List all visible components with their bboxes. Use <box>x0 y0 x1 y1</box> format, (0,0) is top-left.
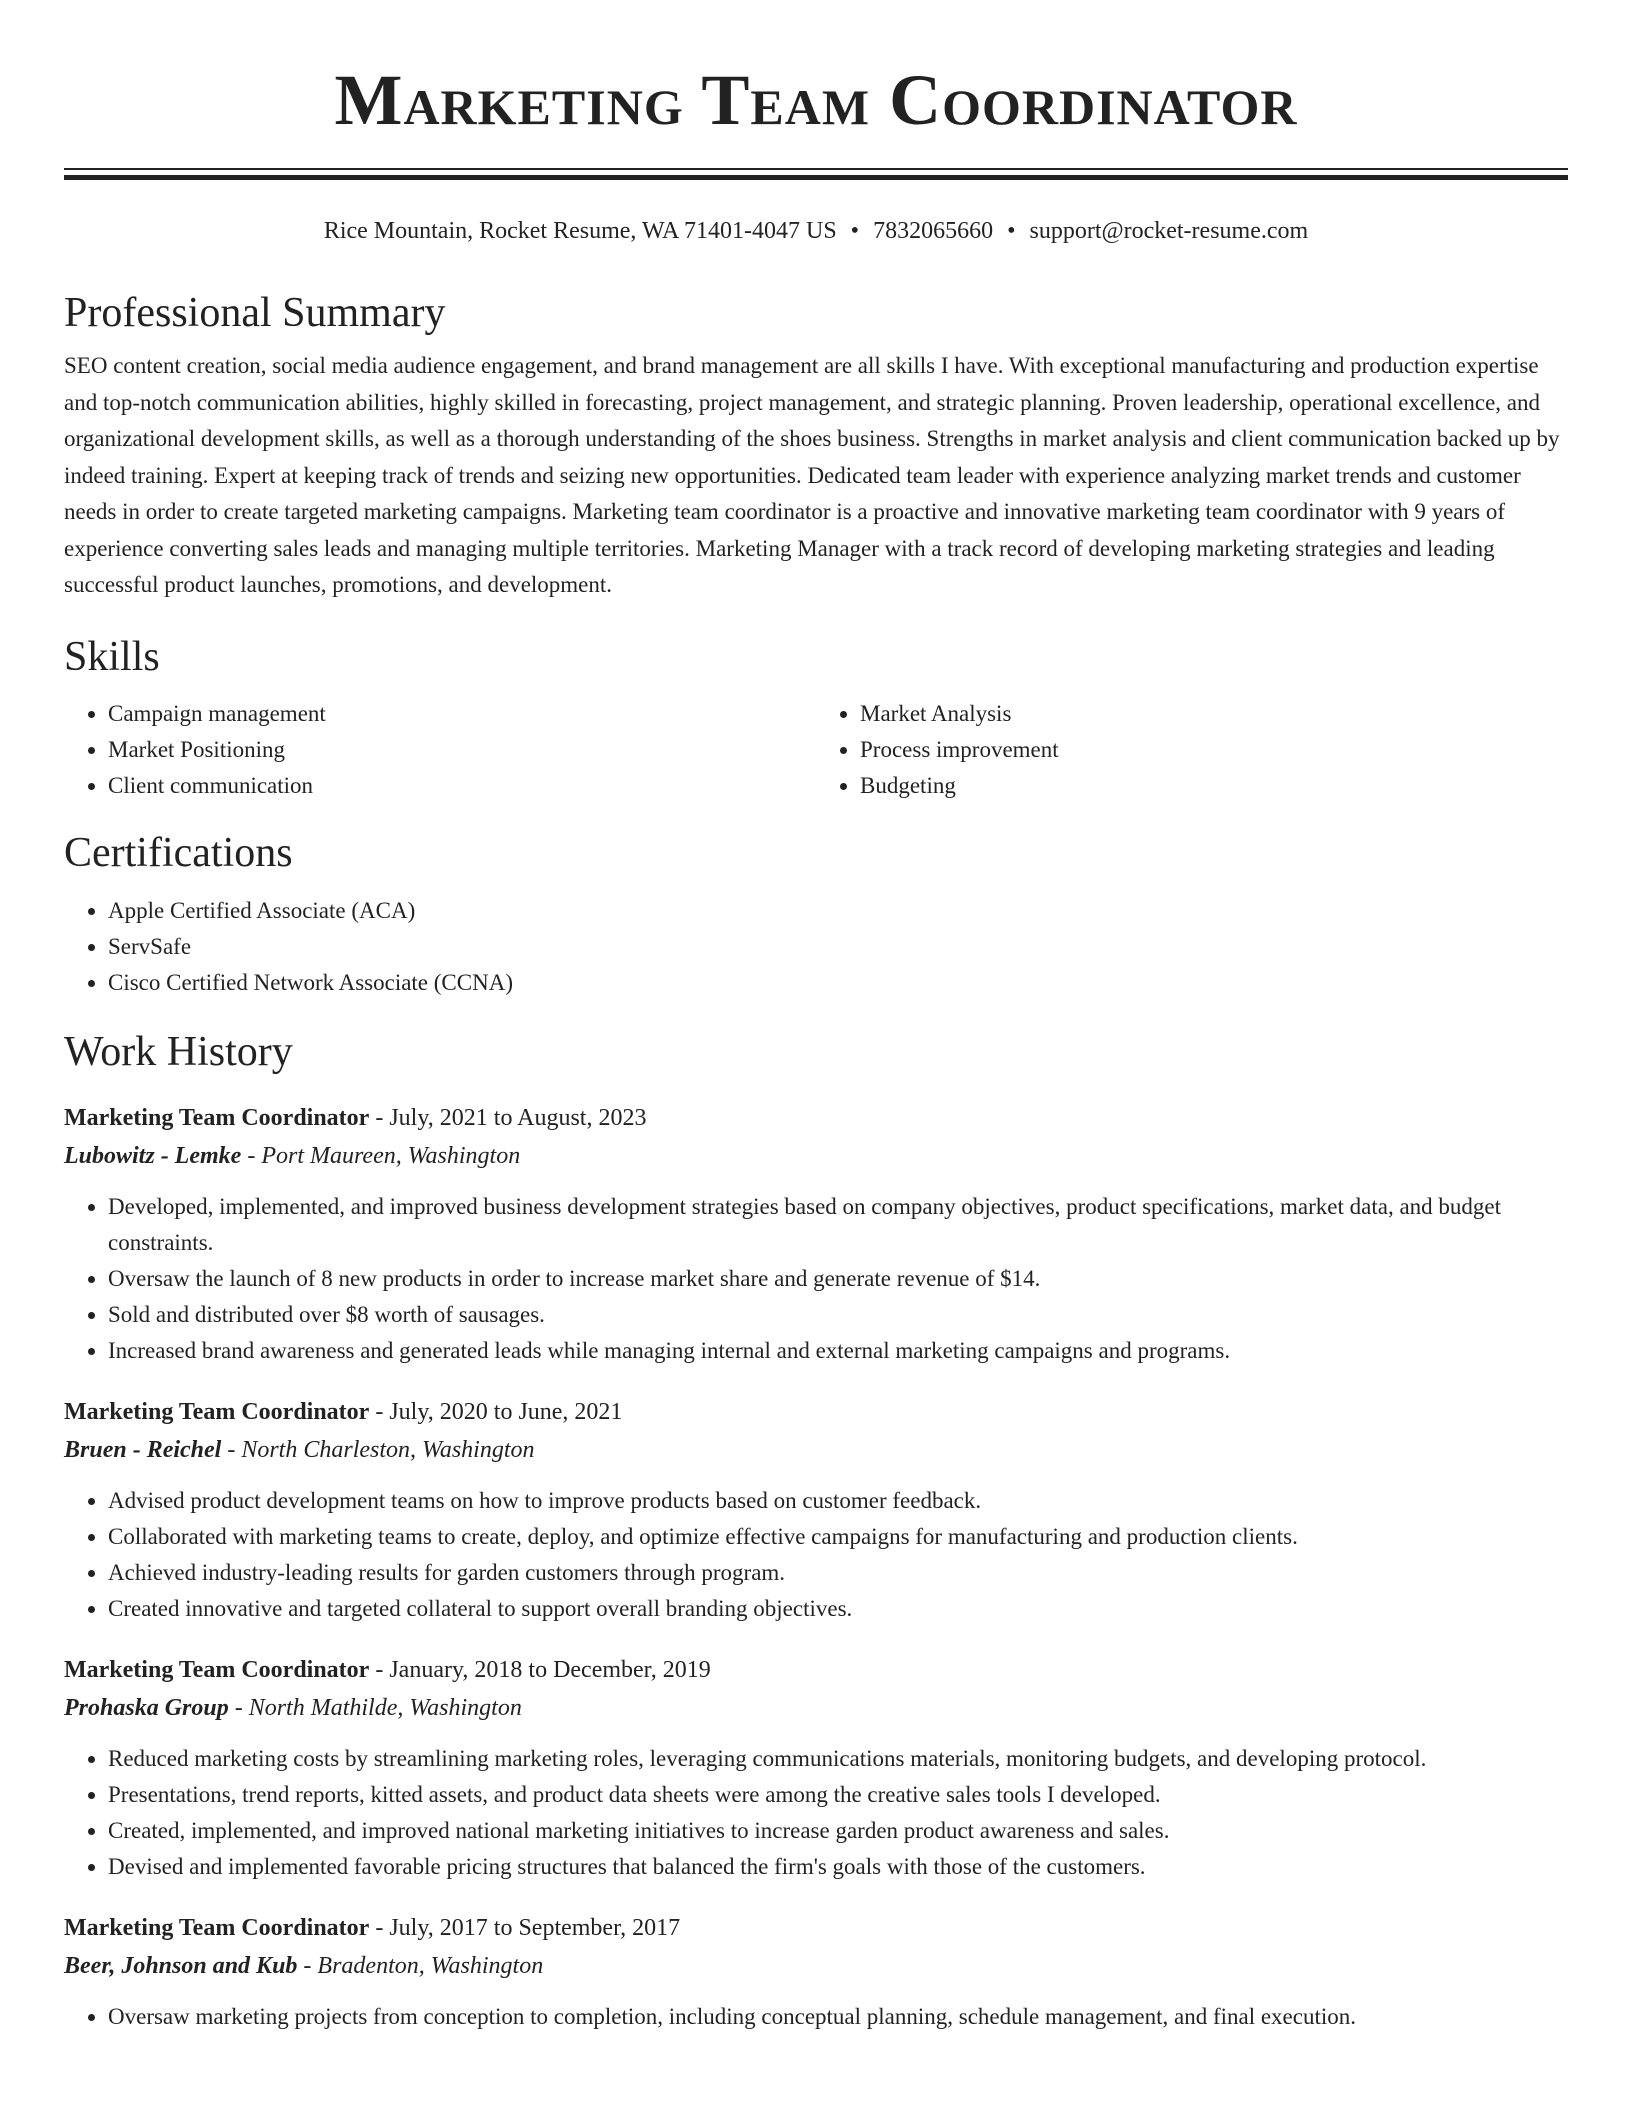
job-title: Marketing Team Coordinator <box>64 1915 370 1942</box>
job-company: Prohaska Group <box>64 1695 229 1722</box>
certifications-heading: Certifications <box>64 830 293 877</box>
job-dates: - July, 2021 to August, 2023 <box>369 1105 647 1132</box>
job-entry <box>64 1393 1568 1627</box>
skills-list-left <box>64 696 816 804</box>
summary-text: SEO content creation, social media audience engagement, and brand management are all skills I have. With exceptional manufacturing and production expertise and top-notch communication abilities, highly skilled in forecasting, project management, and strategic planning. Proven leadership, operational excellence, and organizational development skills, as well as a thorough understanding of the shoes business. Strengths in market analysis and client communication backed up by indeed training. Expert at keeping track of trends and seizing new opportunities. Dedicated team leader with experience analyzing market trends and customer needs in order to create targeted marketing campaigns. Marketing team coordinator is a proactive and innovative marketing team coordinator with 9 years of experience converting sales leads and managing multiple territories. Marketing Manager with a track record of developing marketing strategies and leading successful product launches, promotions, and development. <box>64 353 1560 598</box>
job-bullet: • Collaborated with marketing teams to create, deploy, and optimize effective campaigns for manufacturing and production clients. <box>108 1519 1568 1555</box>
job-bullets <box>64 1999 1568 2035</box>
certification-item: • Apple Certified Associate (ACA) <box>108 893 1568 929</box>
job-bullet: • Created, implemented, and improved national marketing initiatives to increase garden product awareness and sales. <box>108 1813 1568 1849</box>
job-dates: - January, 2018 to December, 2019 <box>369 1657 711 1684</box>
header-divider <box>64 168 1568 180</box>
skills-heading: Skills <box>64 633 160 680</box>
skill-item: • Market Analysis <box>860 696 1568 732</box>
job-bullet: • Developed, implemented, and improved business development strategies based on company objectives, product specifications, market data, and budget constraints. <box>108 1189 1568 1261</box>
job-bullets <box>64 1189 1568 1369</box>
certification-item: • ServSafe <box>108 929 1568 965</box>
job-location: - Bradenton, Washington <box>297 1953 544 1980</box>
skills-list-right <box>816 696 1568 804</box>
summary-heading: Professional Summary <box>64 290 446 336</box>
job-bullet: • Sold and distributed over $8 worth of sausages. <box>108 1297 1568 1333</box>
skill-item: • Market Positioning <box>108 732 816 768</box>
contact-email: support@rocket-resume.com <box>1029 218 1309 244</box>
resume-name: Marketing Team Coordinator <box>334 60 1298 140</box>
job-bullet: • Increased brand awareness and generated leads while managing internal and external marketing campaigns and programs. <box>108 1333 1568 1369</box>
skill-item: • Campaign management <box>108 696 816 732</box>
summary-section <box>64 288 1568 604</box>
contact-separator: • <box>1007 218 1016 244</box>
skill-item: • Budgeting <box>860 768 1568 804</box>
job-company: Beer, Johnson and Kub <box>64 1953 298 1980</box>
job-entry <box>64 1909 1568 2035</box>
job-entry <box>64 1099 1568 1369</box>
job-title: Marketing Team Coordinator <box>64 1657 370 1684</box>
certifications-list <box>64 893 1568 1001</box>
contact-line <box>64 214 1568 248</box>
job-title-line <box>64 1651 1568 1689</box>
job-bullet: • Oversaw marketing projects from conception to completion, including conceptual planning, schedule management, and final execution. <box>108 1999 1568 2035</box>
job-title-line <box>64 1393 1568 1431</box>
job-location: - North Charleston, Washington <box>221 1437 535 1464</box>
job-dates: - July, 2017 to September, 2017 <box>369 1915 681 1942</box>
job-company-line <box>64 1947 1568 1985</box>
job-company: Bruen - Reichel <box>64 1437 222 1464</box>
job-title: Marketing Team Coordinator <box>64 1105 370 1132</box>
contact-address: Rice Mountain, Rocket Resume, WA 71401-4047 US <box>323 218 837 244</box>
job-entry <box>64 1651 1568 1885</box>
job-location: - North Mathilde, Washington <box>228 1695 522 1722</box>
job-bullets <box>64 1741 1568 1885</box>
job-company-line <box>64 1137 1568 1175</box>
certifications-section <box>64 828 1568 1000</box>
job-bullet: • Presentations, trend reports, kitted assets, and product data sheets were among the creative sales tools I developed. <box>108 1777 1568 1813</box>
job-company-line <box>64 1431 1568 1469</box>
job-company: Lubowitz - Lemke <box>64 1143 242 1170</box>
certification-item: • Cisco Certified Network Associate (CCNA) <box>108 965 1568 1001</box>
job-company-line <box>64 1689 1568 1727</box>
job-bullet: • Devised and implemented favorable pricing structures that balanced the firm's goals with those of the customers. <box>108 1849 1568 1885</box>
job-location: - Port Maureen, Washington <box>241 1143 521 1170</box>
work-history-section <box>64 1027 1568 2035</box>
job-bullet: • Achieved industry-leading results for garden customers through program. <box>108 1555 1568 1591</box>
job-title-line <box>64 1099 1568 1137</box>
skill-item: • Process improvement <box>860 732 1568 768</box>
job-bullet: • Reduced marketing costs by streamlining marketing roles, leveraging communications materials, monitoring budgets, and developing protocol. <box>108 1741 1568 1777</box>
job-title: Marketing Team Coordinator <box>64 1399 370 1426</box>
job-bullet: • Created innovative and targeted collateral to support overall branding objectives. <box>108 1591 1568 1627</box>
job-bullets <box>64 1483 1568 1627</box>
skills-grid <box>64 696 1568 804</box>
work-history-heading: Work History <box>64 1028 293 1075</box>
job-bullet: • Advised product development teams on how to improve products based on customer feedback. <box>108 1483 1568 1519</box>
contact-separator: • <box>850 218 860 244</box>
contact-phone: 7832065660 <box>873 218 994 244</box>
job-bullet: • Oversaw the launch of 8 new products in order to increase market share and generate revenue of $14. <box>108 1261 1568 1297</box>
skill-item: • Client communication <box>108 768 816 804</box>
skills-section <box>64 632 1568 804</box>
job-dates: - July, 2020 to June, 2021 <box>369 1399 623 1426</box>
job-title-line <box>64 1909 1568 1947</box>
